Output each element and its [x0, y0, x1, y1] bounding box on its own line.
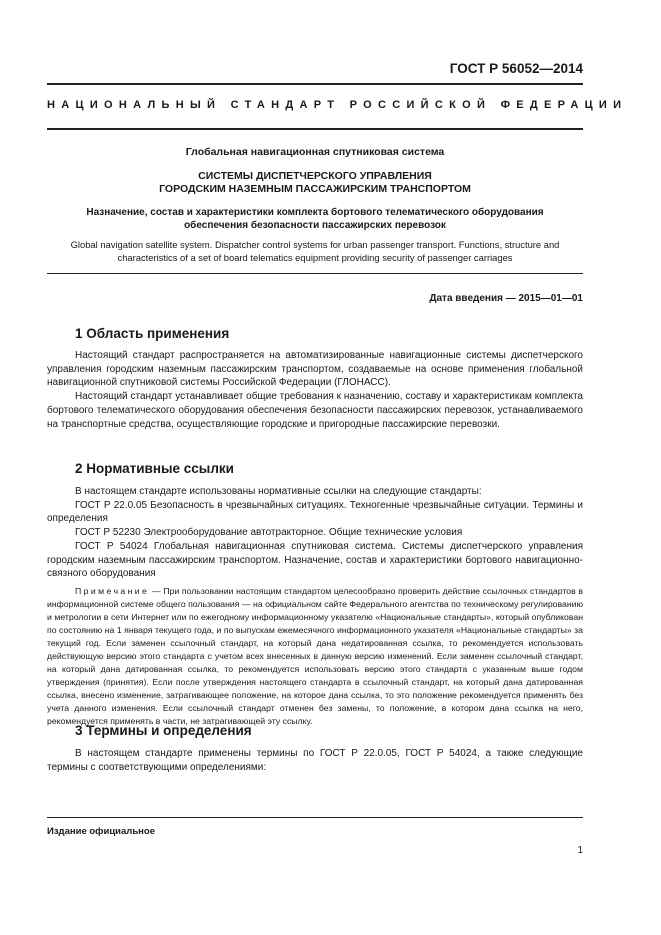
- section-1-body: [47, 349, 583, 431]
- english-line-2: characteristics of a set of board telematics equipment providing security of passenger carriages: [117, 251, 513, 263]
- title-rule: [47, 273, 583, 274]
- official-edition-label: Издание официальное: [47, 826, 155, 837]
- header-rule-bottom: [47, 128, 583, 130]
- note-block: [47, 585, 583, 728]
- subtitle-line-1: Назначение, состав и характеристики комплекта бортового телематического оборудования: [86, 207, 544, 218]
- reference-item: ГОСТ Р 52230 Электрооборудование автотракторное. Общие технические условия: [75, 527, 463, 539]
- note-label: Примечание: [75, 586, 150, 596]
- paragraph: Настоящий стандарт устанавливает общие требования к назначению, составу и характеристикам комплекта бортового телематического оборудования обеспечения безопасности пассажирских перевозок, устанавливаемого на транспортные средства, осуществляющие городские и пригородные пассажирские перевозки.: [47, 391, 583, 430]
- subtitle-line-2: обеспечения безопасности пассажирских перевозок: [184, 219, 446, 231]
- paragraph: В настоящем стандарте применены термины по ГОСТ Р 22.0.05, ГОСТ Р 54024, а также следующие термины с соответствующими определениями:: [47, 748, 583, 773]
- paragraph: В настоящем стандарте использованы нормативные ссылки на следующие стандарты:: [75, 486, 482, 497]
- document-title: [47, 170, 583, 196]
- title-line-1: СИСТЕМЫ ДИСПЕТЧЕРСКОГО УПРАВЛЕНИЯ: [198, 170, 432, 182]
- section-1-heading: 1 Область применения: [75, 326, 230, 341]
- section-3-body: [47, 747, 583, 774]
- reference-item: ГОСТ Р 22.0.05 Безопасность в чрезвычайных ситуациях. Техногенные чрезвычайные ситуации. Термины и определения: [47, 499, 583, 525]
- document-subtitle: [47, 207, 583, 232]
- reference-item: ГОСТ Р 54024 Глобальная навигационная спутниковая система. Системы диспетчерского управления городским наземным пассажирским транспортом. Назначение, состав и характеристики бортового навигационно-связного оборудования: [47, 540, 583, 580]
- title-line-2: ГОРОДСКИМ НАЗЕМНЫМ ПАССАЖИРСКИМ ТРАНСПОРТОМ: [159, 183, 471, 195]
- english-title: [47, 239, 583, 264]
- national-standard-heading: НАЦИОНАЛЬНЫЙ СТАНДАРТ РОССИЙСКОЙ ФЕДЕРАЦИИ: [47, 99, 628, 111]
- page-number: 1: [577, 845, 583, 856]
- footer-rule: [47, 817, 583, 818]
- section-2-body: [47, 485, 583, 581]
- gost-code: ГОСТ Р 56052—2014: [449, 61, 583, 76]
- note-paragraph: [47, 585, 583, 728]
- header-rule-top: [47, 83, 583, 85]
- section-3-heading: 3 Термины и определения: [75, 723, 252, 738]
- intro-date: Дата введения — 2015—01—01: [429, 293, 583, 304]
- note-text: — При пользовании настоящим стандартом целесообразно проверить действие ссылочных стандартов в информационной системе общего пользования — на официальном сайте Федерального агентства по техническому регулированию и метрологии в сети Интернет или по ежегодному информационному указателю «Национальные стандарты», который опубликован по состоянию на 1 января текущего года, и по выпускам ежемесячного информационного указателя «Национальные стандарты» за текущий год. Если заменен ссылочный стандарт, на который дана недатированная ссылка, то рекомендуется использовать действующую версию этого стандарта с учетом всех внесенных в данную версию изменений. Если заменен ссылочный стандарт, на который дана датированная ссылка, то рекомендуется использовать версию этого стандарта с указанным выше годом утверждения (принятия). Если после утверждения настоящего стандарта в ссылочный стандарт, на который дана датированная ссылка, внесено изменение, затрагивающее положение, на которое дана ссылка, то это положение рекомендуется применять без учета данного изменения. Если ссылочный стандарт отменен без замены, то положение, в котором дана ссылка на него, рекомендуется применять в части, не затрагивающей эту ссылку.: [47, 586, 583, 726]
- system-title: Глобальная навигационная спутниковая система: [185, 146, 445, 158]
- paragraph: Настоящий стандарт распространяется на автоматизированные навигационные системы диспетчерского управления городским наземным пассажирским транспортом, создаваемые на основе применения глобальной навигационной спутниковой системы Российской Федерации (ГЛОНАСС).: [47, 350, 583, 389]
- english-line-1: Global navigation satellite system. Dispatcher control systems for urban passenger transport. Functions, structure and: [70, 239, 560, 250]
- section-2-heading: 2 Нормативные ссылки: [75, 461, 234, 476]
